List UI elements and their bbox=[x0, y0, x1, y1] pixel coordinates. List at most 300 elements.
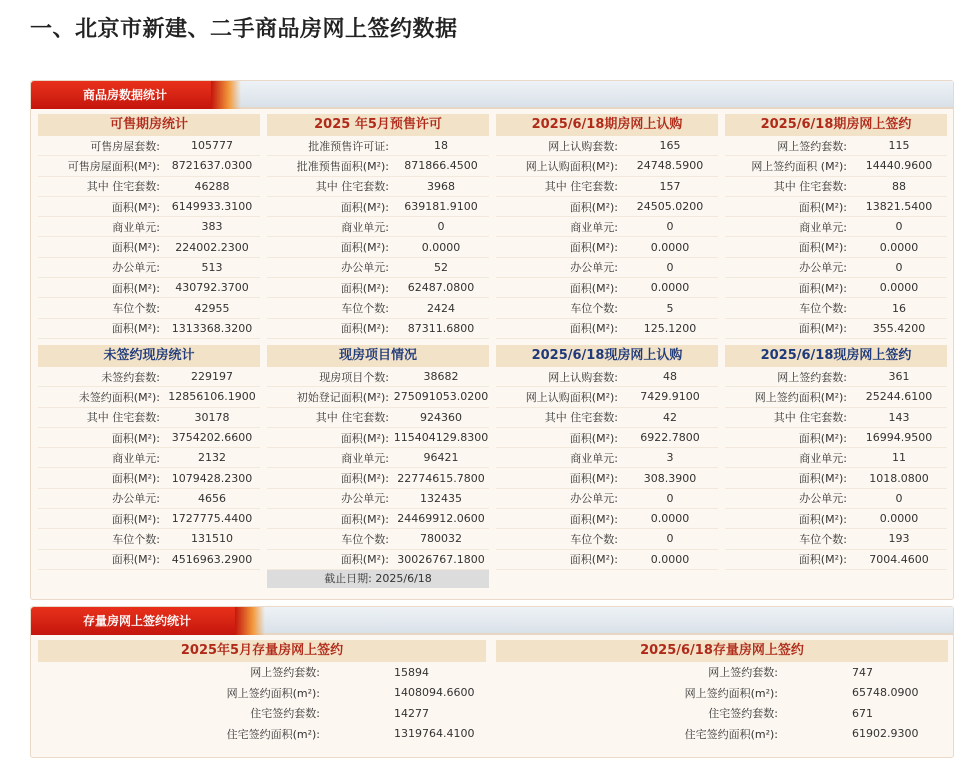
resale-stats-row-value: 65748.0900 bbox=[852, 686, 919, 700]
stats-row-label: 其中 住宅套数: bbox=[773, 180, 847, 194]
stats-row bbox=[725, 217, 947, 237]
stats-row bbox=[38, 177, 260, 197]
stats-row bbox=[267, 428, 489, 448]
stats-row bbox=[38, 509, 260, 529]
stats-row-value: 0 bbox=[895, 220, 903, 234]
stats-row bbox=[496, 298, 718, 318]
stats-row bbox=[38, 468, 260, 488]
stats-row-value: 2132 bbox=[198, 451, 226, 465]
stats-row bbox=[725, 237, 947, 257]
stats-block bbox=[38, 345, 260, 588]
stats-row bbox=[496, 136, 718, 156]
stats-row-value: 513 bbox=[201, 260, 223, 274]
stats-row bbox=[267, 217, 489, 237]
stats-row-label: 车位个数: bbox=[570, 302, 618, 316]
stats-row-label: 网上认购套数: bbox=[548, 139, 618, 153]
stats-row-label: 面积(M²): bbox=[569, 241, 618, 255]
stats-row-value: 0 bbox=[895, 260, 903, 274]
stats-row-label: 其中 住宅套数: bbox=[315, 180, 389, 194]
stats-block-title: 现房项目情况 bbox=[267, 345, 489, 367]
resale-stats-row-label: 网上签约面积(m²): bbox=[226, 686, 320, 700]
stats-row bbox=[496, 387, 718, 407]
stats-row-value: 6149933.3100 bbox=[171, 200, 253, 214]
stats-row-label: 可售房屋套数: bbox=[90, 139, 160, 153]
stats-row bbox=[496, 428, 718, 448]
stats-row bbox=[267, 258, 489, 278]
panel-tab-new-housing[interactable]: 商品房数据统计 bbox=[31, 81, 229, 109]
resale-stats-row-label: 网上签约套数: bbox=[250, 666, 320, 680]
stats-row-label: 车位个数: bbox=[112, 532, 160, 546]
stats-row-value: 11 bbox=[892, 451, 906, 465]
stats-row-label: 商业单元: bbox=[341, 451, 389, 465]
stats-row bbox=[38, 448, 260, 468]
stats-row-label: 办公单元: bbox=[341, 261, 389, 275]
stats-row bbox=[725, 258, 947, 278]
stats-block bbox=[725, 114, 947, 339]
stats-row-value: 0 bbox=[666, 491, 674, 505]
stats-row-value: 25244.6100 bbox=[865, 390, 933, 404]
stats-row-label: 车位个数: bbox=[799, 302, 847, 316]
stats-row-label: 其中 住宅套数: bbox=[315, 411, 389, 425]
resale-stats-row bbox=[38, 662, 486, 683]
stats-row bbox=[725, 408, 947, 428]
stats-row-label: 批准预售许可证: bbox=[308, 139, 389, 153]
stats-row bbox=[38, 367, 260, 387]
stats-row-label: 商业单元: bbox=[570, 451, 618, 465]
stats-row bbox=[267, 489, 489, 509]
stats-row-label: 车位个数: bbox=[799, 532, 847, 546]
stats-row-label: 面积(M²): bbox=[798, 322, 847, 336]
stats-row-label: 办公单元: bbox=[570, 261, 618, 275]
resale-stats-row-value: 747 bbox=[852, 665, 873, 679]
stats-row bbox=[38, 319, 260, 339]
stats-row-label: 网上认购面积(M²): bbox=[525, 390, 618, 404]
stats-row bbox=[267, 278, 489, 298]
stats-row bbox=[38, 197, 260, 217]
stats-row-value: 308.3900 bbox=[643, 471, 697, 485]
stats-row-label: 面积(M²): bbox=[340, 322, 389, 336]
stats-row-label: 面积(M²): bbox=[340, 553, 389, 567]
resale-stats-row-label: 住宅签约面积(m²): bbox=[226, 727, 320, 741]
resale-stats-row-label: 网上签约套数: bbox=[708, 666, 778, 680]
stats-row-label: 面积(M²): bbox=[111, 200, 160, 214]
stats-row-label: 商业单元: bbox=[799, 220, 847, 234]
stats-row-label: 办公单元: bbox=[341, 492, 389, 506]
resale-stats-row bbox=[496, 683, 948, 704]
stats-row-value: 0.0000 bbox=[650, 281, 690, 295]
stats-block bbox=[496, 114, 718, 339]
stats-row-value: 430792.3700 bbox=[175, 281, 249, 295]
stats-row bbox=[267, 367, 489, 387]
stats-row-label: 车位个数: bbox=[112, 302, 160, 316]
stats-row-value: 0 bbox=[666, 532, 674, 546]
stats-rows bbox=[725, 367, 947, 570]
stats-row-label: 网上认购面积(M²): bbox=[525, 159, 618, 173]
stats-row-value: 125.1200 bbox=[643, 321, 697, 335]
stats-row-label: 面积(M²): bbox=[111, 281, 160, 295]
new-housing-stats-panel bbox=[30, 80, 954, 600]
stats-row bbox=[38, 408, 260, 428]
stats-rows bbox=[496, 136, 718, 339]
resale-stats-grid bbox=[38, 640, 948, 744]
stats-row bbox=[725, 387, 947, 407]
stats-row-value: 30026767.1800 bbox=[397, 552, 485, 566]
stats-row-value: 42955 bbox=[194, 301, 230, 315]
stats-row bbox=[38, 298, 260, 318]
stats-row bbox=[725, 177, 947, 197]
stats-row-value: 115404129.8300 bbox=[393, 431, 489, 444]
stats-block-title: 2025/6/18现房网上认购 bbox=[496, 345, 718, 367]
stats-row bbox=[496, 217, 718, 237]
resale-stats-row bbox=[496, 703, 948, 724]
stats-row bbox=[267, 177, 489, 197]
stats-row-value: 4656 bbox=[198, 491, 226, 505]
stats-row bbox=[496, 177, 718, 197]
stats-row bbox=[725, 367, 947, 387]
stats-row bbox=[267, 448, 489, 468]
stats-row-value: 24505.0200 bbox=[636, 200, 704, 214]
stats-row bbox=[267, 387, 489, 407]
stats-block bbox=[725, 345, 947, 588]
stats-row-value: 48 bbox=[663, 370, 677, 384]
stats-row-label: 面积(M²): bbox=[111, 322, 160, 336]
stats-row bbox=[725, 489, 947, 509]
stats-row-value: 924360 bbox=[420, 410, 462, 424]
stats-row-label: 面积(M²): bbox=[340, 512, 389, 526]
stats-row bbox=[267, 529, 489, 549]
stats-row-value: 143 bbox=[888, 410, 910, 424]
stats-row bbox=[496, 319, 718, 339]
stats-row bbox=[496, 197, 718, 217]
stats-row-label: 面积(M²): bbox=[111, 431, 160, 445]
resale-stats-row-label: 住宅签约面积(m²): bbox=[684, 727, 778, 741]
stats-row-value: 0 bbox=[895, 491, 903, 505]
stats-block bbox=[267, 345, 489, 588]
stats-row bbox=[496, 448, 718, 468]
stats-row bbox=[496, 408, 718, 428]
stats-row-value: 165 bbox=[659, 139, 681, 153]
stats-grid bbox=[38, 114, 948, 588]
stats-rows bbox=[38, 136, 260, 339]
stats-row-value: 132435 bbox=[420, 491, 462, 505]
stats-row-value: 16 bbox=[892, 301, 906, 315]
stats-row-value: 7429.9100 bbox=[640, 390, 700, 404]
stats-row-value: 383 bbox=[201, 220, 223, 234]
stats-row bbox=[496, 509, 718, 529]
stats-row bbox=[725, 319, 947, 339]
stats-row bbox=[38, 387, 260, 407]
stats-row-label: 面积(M²): bbox=[569, 281, 618, 295]
stats-row-label: 面积(M²): bbox=[340, 472, 389, 486]
stats-row bbox=[267, 197, 489, 217]
stats-row-value: 1727775.4400 bbox=[171, 512, 253, 526]
stats-row-label: 其中 住宅套数: bbox=[86, 411, 160, 425]
stats-row-value: 780032 bbox=[420, 532, 462, 546]
stats-row bbox=[267, 156, 489, 176]
resale-stats-row-value: 14277 bbox=[394, 706, 429, 720]
stats-row bbox=[496, 529, 718, 549]
stats-row bbox=[38, 529, 260, 549]
stats-row-label: 面积(M²): bbox=[340, 281, 389, 295]
stats-block-title: 未签约现房统计 bbox=[38, 345, 260, 367]
stats-row-label: 面积(M²): bbox=[340, 200, 389, 214]
stats-row-label: 办公单元: bbox=[570, 492, 618, 506]
stats-row bbox=[496, 278, 718, 298]
stats-row-value: 0 bbox=[666, 220, 674, 234]
stats-row-label: 商业单元: bbox=[799, 451, 847, 465]
stats-row-value: 3968 bbox=[427, 179, 455, 193]
stats-row-value: 18 bbox=[434, 139, 448, 153]
stats-row-label: 其中 住宅套数: bbox=[86, 180, 160, 194]
stats-block-title: 2025/6/18期房网上认购 bbox=[496, 114, 718, 136]
resale-stats-block-title: 2025/6/18存量房网上签约 bbox=[496, 640, 948, 662]
stats-row-value: 361 bbox=[888, 370, 910, 384]
stats-row-label: 面积(M²): bbox=[111, 512, 160, 526]
resale-stats-block bbox=[496, 640, 948, 744]
stats-row bbox=[496, 550, 718, 570]
stats-row-value: 14440.9600 bbox=[865, 159, 933, 173]
stats-row-label: 面积(M²): bbox=[798, 281, 847, 295]
stats-block-title: 可售期房统计 bbox=[38, 114, 260, 136]
page-title: 一、北京市新建、二手商品房网上签约数据 bbox=[30, 17, 458, 42]
stats-row-value: 96421 bbox=[423, 451, 459, 465]
stats-row bbox=[38, 278, 260, 298]
stats-row-label: 面积(M²): bbox=[798, 512, 847, 526]
stats-row-label: 初始登记面积(M²): bbox=[296, 390, 389, 404]
stats-rows bbox=[496, 367, 718, 570]
stats-row bbox=[267, 509, 489, 529]
stats-row bbox=[725, 298, 947, 318]
stats-rows bbox=[38, 367, 260, 570]
stats-row-value: 13821.5400 bbox=[865, 200, 933, 214]
resale-housing-stats-panel bbox=[30, 606, 954, 758]
stats-rows bbox=[267, 136, 489, 339]
stats-row-label: 面积(M²): bbox=[798, 431, 847, 445]
stats-row-label: 网上签约套数: bbox=[777, 139, 847, 153]
stats-row bbox=[38, 156, 260, 176]
resale-stats-row-label: 网上签约面积(m²): bbox=[684, 686, 778, 700]
stats-row-value: 62487.0800 bbox=[407, 281, 475, 295]
stats-row-value: 355.4200 bbox=[872, 321, 926, 335]
stats-row bbox=[496, 237, 718, 257]
stats-row-label: 网上签约面积(M²): bbox=[754, 390, 847, 404]
stats-row-value: 0 bbox=[666, 260, 674, 274]
stats-row-value: 2424 bbox=[427, 301, 455, 315]
stats-row-value: 88 bbox=[892, 179, 906, 193]
stats-row-value: 131510 bbox=[191, 532, 233, 546]
stats-row bbox=[725, 550, 947, 570]
stats-row-label: 车位个数: bbox=[341, 532, 389, 546]
resale-stats-row bbox=[496, 724, 948, 745]
stats-block-title: 2025/6/18现房网上签约 bbox=[725, 345, 947, 367]
stats-row-label: 面积(M²): bbox=[569, 431, 618, 445]
stats-row-label: 面积(M²): bbox=[798, 200, 847, 214]
stats-row-value: 115 bbox=[888, 139, 910, 153]
stats-row-label: 办公单元: bbox=[799, 492, 847, 506]
stats-row-label: 未签约套数: bbox=[101, 370, 160, 384]
resale-stats-row-value: 61902.9300 bbox=[852, 727, 919, 741]
stats-row-value: 0.0000 bbox=[650, 240, 690, 254]
stats-row-label: 商业单元: bbox=[570, 220, 618, 234]
stats-row-label: 可售房屋面积(M²): bbox=[67, 159, 160, 173]
stats-row-value: 42 bbox=[663, 410, 677, 424]
stats-row-label: 办公单元: bbox=[112, 261, 160, 275]
stats-row-label: 现房项目个数: bbox=[319, 370, 389, 384]
stats-row-value: 30178 bbox=[194, 410, 230, 424]
stats-row bbox=[38, 428, 260, 448]
panel-tab-resale-housing[interactable]: 存量房网上签约统计 bbox=[31, 607, 253, 635]
stats-rows bbox=[725, 136, 947, 339]
stats-row-value: 4516963.2900 bbox=[171, 552, 253, 566]
stats-row-value: 12856106.1900 bbox=[168, 390, 256, 404]
stats-row-value: 0.0000 bbox=[650, 552, 690, 566]
stats-row bbox=[267, 468, 489, 488]
stats-rows bbox=[267, 367, 489, 570]
cutoff-date: 截止日期: 2025/6/18 bbox=[267, 570, 489, 588]
stats-row bbox=[496, 468, 718, 488]
stats-row-value: 1313368.3200 bbox=[171, 321, 253, 335]
stats-row-label: 面积(M²): bbox=[111, 472, 160, 486]
stats-row-value: 38682 bbox=[423, 370, 459, 384]
stats-row-label: 其中 住宅套数: bbox=[544, 180, 618, 194]
resale-stats-block-title: 2025年5月存量房网上签约 bbox=[38, 640, 486, 662]
stats-row-value: 0.0000 bbox=[421, 240, 461, 254]
stats-row bbox=[267, 237, 489, 257]
stats-row-value: 24469912.0600 bbox=[397, 512, 485, 526]
stats-row bbox=[496, 367, 718, 387]
stats-row bbox=[725, 278, 947, 298]
stats-row-value: 6922.7800 bbox=[640, 431, 700, 444]
stats-row-label: 办公单元: bbox=[112, 492, 160, 506]
resale-stats-row bbox=[38, 683, 486, 704]
stats-row-label: 网上签约套数: bbox=[777, 370, 847, 384]
stats-row-label: 面积(M²): bbox=[111, 553, 160, 567]
stats-row-value: 639181.9100 bbox=[404, 200, 478, 214]
stats-row bbox=[267, 319, 489, 339]
stats-row-label: 面积(M²): bbox=[111, 241, 160, 255]
stats-row-value: 8721637.0300 bbox=[171, 159, 253, 173]
stats-row-value: 24748.5900 bbox=[636, 159, 704, 173]
resale-stats-row-value: 1408094.6600 bbox=[394, 686, 475, 700]
resale-stats-row-value: 15894 bbox=[394, 665, 429, 679]
stats-row-label: 车位个数: bbox=[341, 302, 389, 316]
stats-row bbox=[38, 258, 260, 278]
stats-row-label: 面积(M²): bbox=[798, 472, 847, 486]
stats-row-value: 3754202.6600 bbox=[171, 431, 253, 444]
stats-block-title: 2025 年5月预售许可 bbox=[267, 114, 489, 136]
resale-stats-row-value: 671 bbox=[852, 706, 873, 720]
stats-row bbox=[38, 217, 260, 237]
stats-row-value: 1079428.2300 bbox=[171, 471, 253, 485]
stats-row-label: 商业单元: bbox=[341, 220, 389, 234]
stats-row bbox=[725, 509, 947, 529]
stats-row-label: 面积(M²): bbox=[569, 472, 618, 486]
stats-row bbox=[267, 408, 489, 428]
stats-row-label: 其中 住宅套数: bbox=[773, 411, 847, 425]
stats-row bbox=[496, 489, 718, 509]
stats-row-value: 105777 bbox=[191, 139, 233, 153]
stats-row-value: 0.0000 bbox=[879, 240, 919, 254]
stats-row-value: 52 bbox=[434, 260, 448, 274]
stats-block bbox=[496, 345, 718, 588]
resale-stats-row-label: 住宅签约套数: bbox=[708, 707, 778, 721]
stats-row-value: 87311.6800 bbox=[407, 321, 475, 335]
stats-row-label: 未签约面积(M²): bbox=[78, 390, 160, 404]
stats-row-label: 网上认购套数: bbox=[548, 370, 618, 384]
stats-block bbox=[267, 114, 489, 339]
stats-row-label: 办公单元: bbox=[799, 261, 847, 275]
stats-row bbox=[267, 298, 489, 318]
stats-row-value: 275091053.0200 bbox=[393, 390, 489, 404]
stats-row-label: 面积(M²): bbox=[569, 512, 618, 526]
stats-row-label: 面积(M²): bbox=[569, 322, 618, 336]
stats-row-value: 0.0000 bbox=[879, 512, 919, 526]
stats-row bbox=[38, 237, 260, 257]
stats-row-value: 22774615.7800 bbox=[397, 471, 485, 485]
stats-row-label: 面积(M²): bbox=[569, 553, 618, 567]
stats-row-label: 网上签约面积 (M²): bbox=[751, 159, 847, 173]
stats-row-label: 车位个数: bbox=[570, 532, 618, 546]
stats-row bbox=[725, 197, 947, 217]
resale-stats-row bbox=[496, 662, 948, 683]
stats-row bbox=[267, 136, 489, 156]
panel-header bbox=[31, 81, 953, 109]
stats-row-value: 1018.0800 bbox=[869, 471, 929, 485]
stats-row-value: 16994.9500 bbox=[865, 431, 933, 444]
stats-row bbox=[38, 136, 260, 156]
stats-row-label: 商业单元: bbox=[112, 220, 160, 234]
resale-stats-row bbox=[38, 724, 486, 745]
stats-row-value: 193 bbox=[888, 532, 910, 546]
stats-row bbox=[496, 258, 718, 278]
stats-row bbox=[267, 550, 489, 570]
stats-row-value: 46288 bbox=[194, 179, 230, 193]
stats-row-value: 0.0000 bbox=[879, 281, 919, 295]
resale-stats-row bbox=[38, 703, 486, 724]
stats-row bbox=[725, 448, 947, 468]
panel-header bbox=[31, 607, 953, 635]
stats-row-label: 面积(M²): bbox=[569, 200, 618, 214]
stats-row bbox=[725, 156, 947, 176]
stats-row bbox=[725, 136, 947, 156]
stats-block-title: 2025/6/18期房网上签约 bbox=[725, 114, 947, 136]
stats-row-value: 871866.4500 bbox=[404, 159, 478, 173]
stats-row-value: 7004.4600 bbox=[869, 552, 929, 566]
stats-row-value: 3 bbox=[666, 451, 674, 465]
stats-row-label: 商业单元: bbox=[112, 451, 160, 465]
stats-row-value: 0 bbox=[437, 220, 445, 234]
stats-row bbox=[38, 550, 260, 570]
stats-row-label: 面积(M²): bbox=[798, 553, 847, 567]
resale-stats-row-value: 1319764.4100 bbox=[394, 727, 475, 741]
stats-row-label: 面积(M²): bbox=[340, 431, 389, 445]
resale-stats-row-label: 住宅签约套数: bbox=[250, 707, 320, 721]
stats-row bbox=[725, 529, 947, 549]
stats-row-value: 5 bbox=[666, 301, 674, 315]
stats-row-value: 224002.2300 bbox=[175, 240, 249, 254]
stats-row bbox=[725, 428, 947, 448]
stats-row bbox=[496, 156, 718, 176]
stats-row-label: 面积(M²): bbox=[340, 241, 389, 255]
stats-row-value: 229197 bbox=[191, 370, 233, 384]
stats-row bbox=[38, 489, 260, 509]
stats-row-label: 面积(M²): bbox=[798, 241, 847, 255]
stats-row-label: 其中 住宅套数: bbox=[544, 411, 618, 425]
stats-row-value: 0.0000 bbox=[650, 512, 690, 526]
resale-stats-block bbox=[38, 640, 486, 744]
stats-row bbox=[725, 468, 947, 488]
stats-block bbox=[38, 114, 260, 339]
